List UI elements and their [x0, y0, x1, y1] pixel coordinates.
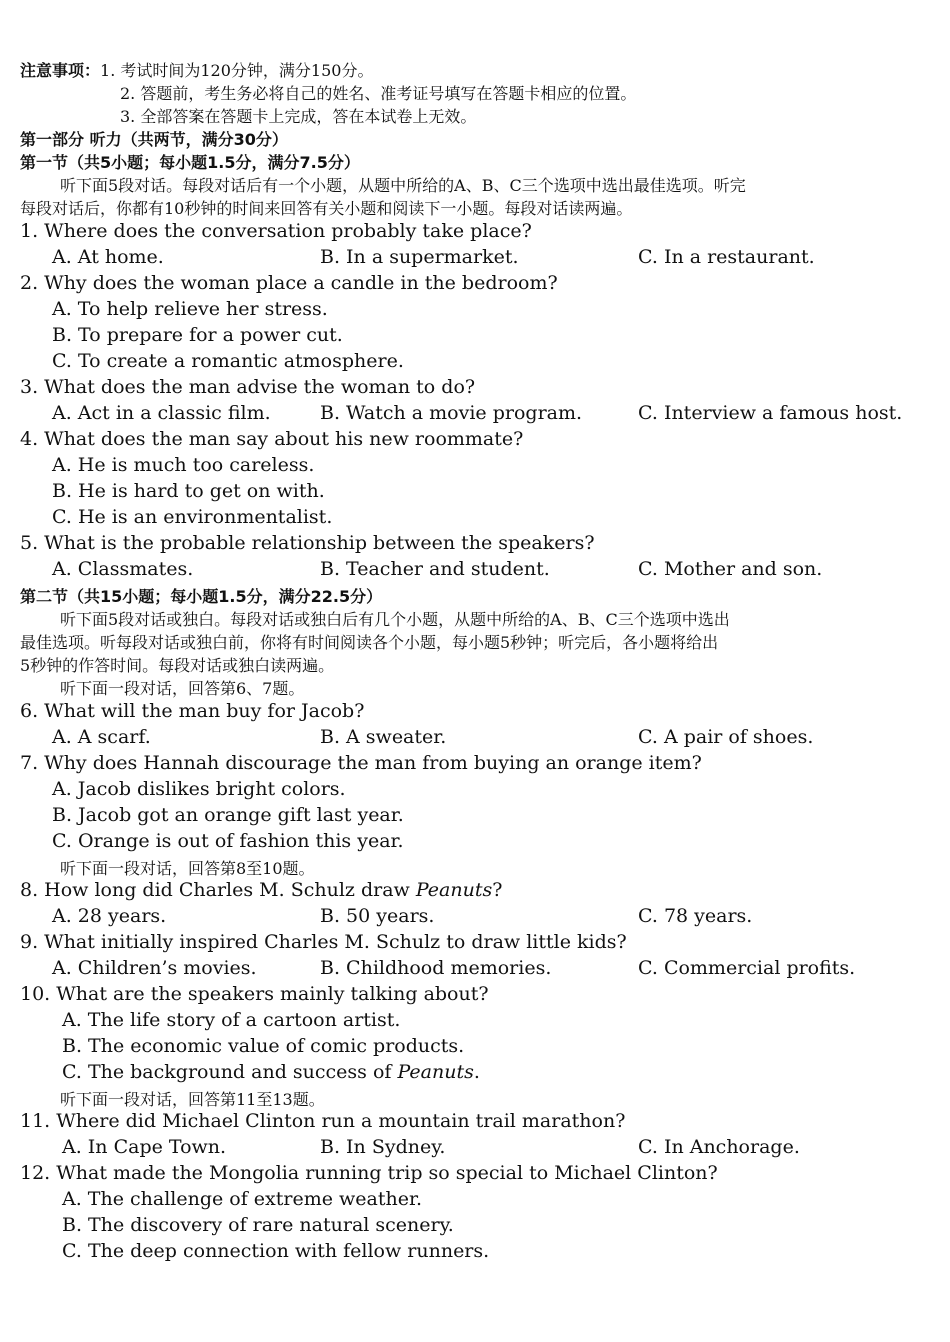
question-7-stem: 7. Why does Hannah discourage the man from buying an orange item?	[20, 752, 702, 774]
notice-item-1: 1. 考试时间为120分钟，满分150分。	[100, 61, 374, 80]
section2-title: 第二节（共15小题；每小题1.5分，满分22.5分）	[20, 587, 383, 606]
question-4-stem: 4. What does the man say about his new roommate?	[20, 428, 524, 450]
peanuts-title: Peanuts	[415, 879, 493, 901]
question-3-option-b: B. Watch a movie program.	[320, 402, 583, 424]
dialogue-intro-11-13: 听下面一段对话，回答第11至13题。	[60, 1090, 325, 1109]
question-4-option-b: B. He is hard to get on with.	[52, 480, 325, 502]
question-4-option-c: C. He is an environmentalist.	[52, 506, 333, 528]
question-1-option-b: B. In a supermarket.	[320, 246, 519, 268]
question-10-option-a: A. The life story of a cartoon artist.	[62, 1009, 401, 1031]
peanuts-title: Peanuts	[397, 1061, 474, 1083]
question-12-option-c: C. The deep connection with fellow runners.	[62, 1240, 490, 1262]
section1-instruction-1: 听下面5段对话。每段对话后有一个小题，从题中所给的A、B、C三个选项中选出最佳选项。听完	[60, 176, 746, 195]
question-12-option-b: B. The discovery of rare natural scenery.	[62, 1214, 454, 1236]
question-1-stem: 1. Where does the conversation probably take place?	[20, 220, 532, 242]
question-9-stem: 9. What initially inspired Charles M. Schulz to draw little kids?	[20, 931, 627, 953]
question-6-stem: 6. What will the man buy for Jacob?	[20, 700, 365, 722]
question-8-option-a: A. 28 years.	[52, 905, 167, 927]
notice-item-3: 3. 全部答案在答题卡上完成，答在本试卷上无效。	[120, 107, 477, 126]
section2-instruction-3: 5秒钟的作答时间。每段对话或独白读两遍。	[20, 656, 335, 675]
question-8-stem: 8. How long did Charles M. Schulz draw Peanuts?	[20, 879, 503, 901]
notice-line-1	[20, 58, 373, 81]
part1-title: 第一部分 听力（共两节，满分30分）	[20, 130, 288, 149]
question-2-stem: 2. Why does the woman place a candle in the bedroom?	[20, 272, 558, 294]
question-9-option-c: C. Commercial profits.	[638, 957, 856, 979]
question-10-option-c: C. The background and success of Peanuts.	[62, 1061, 480, 1083]
question-4-option-a: A. He is much too careless.	[52, 454, 315, 476]
question-6-option-c: C. A pair of shoes.	[638, 726, 814, 748]
question-10-option-b: B. The economic value of comic products.	[62, 1035, 465, 1057]
question-11-option-c: C. In Anchorage.	[638, 1136, 800, 1158]
section2-instruction-1: 听下面5段对话或独白。每段对话或独白后有几个小题，从题中所给的A、B、C三个选项中选出	[60, 610, 730, 629]
question-2-option-b: B. To prepare for a power cut.	[52, 324, 343, 346]
question-9-option-b: B. Childhood memories.	[320, 957, 552, 979]
dialogue-intro-8-10: 听下面一段对话，回答第8至10题。	[60, 859, 315, 878]
notice-item-2: 2. 答题前，考生务必将自己的姓名、准考证号填写在答题卡相应的位置。	[120, 84, 637, 103]
question-8-option-b: B. 50 years.	[320, 905, 435, 927]
question-11-option-a: A. In Cape Town.	[62, 1136, 227, 1158]
question-11-stem: 11. Where did Michael Clinton run a mountain trail marathon?	[20, 1110, 626, 1132]
section2-instruction-2: 最佳选项。听每段对话或独白前，你将有时间阅读各个小题，每小题5秒钟；听完后，各小题将给出	[20, 633, 719, 652]
question-1-option-c: C. In a restaurant.	[638, 246, 815, 268]
question-9-option-a: A. Children’s movies.	[52, 957, 257, 979]
question-2-option-c: C. To create a romantic atmosphere.	[52, 350, 404, 372]
section1-instruction-2: 每段对话后，你都有10秒钟的时间来回答有关小题和阅读下一小题。每段对话读两遍。	[20, 199, 633, 218]
question-12-stem: 12. What made the Mongolia running trip so special to Michael Clinton?	[20, 1162, 718, 1184]
question-10-stem: 10. What are the speakers mainly talking about?	[20, 983, 489, 1005]
question-6-option-a: A. A scarf.	[52, 726, 151, 748]
question-5-option-c: C. Mother and son.	[638, 558, 823, 580]
question-3-stem: 3. What does the man advise the woman to do?	[20, 376, 476, 398]
question-3-option-a: A. Act in a classic film.	[52, 402, 271, 424]
question-8-option-c: C. 78 years.	[638, 905, 753, 927]
question-5-stem: 5. What is the probable relationship between the speakers?	[20, 532, 595, 554]
question-6-option-b: B. A sweater.	[320, 726, 447, 748]
question-11-option-b: B. In Sydney.	[320, 1136, 446, 1158]
question-1-option-a: A. At home.	[52, 246, 164, 268]
dialogue-intro-6-7: 听下面一段对话，回答第6、7题。	[60, 679, 305, 698]
question-5-option-b: B. Teacher and student.	[320, 558, 550, 580]
question-7-option-a: A. Jacob dislikes bright colors.	[52, 778, 346, 800]
question-7-option-b: B. Jacob got an orange gift last year.	[52, 804, 404, 826]
question-5-option-a: A. Classmates.	[52, 558, 194, 580]
question-2-option-a: A. To help relieve her stress.	[52, 298, 328, 320]
question-12-option-a: A. The challenge of extreme weather.	[62, 1188, 422, 1210]
question-7-option-c: C. Orange is out of fashion this year.	[52, 830, 404, 852]
section1-title: 第一节（共5小题；每小题1.5分，满分7.5分）	[20, 153, 360, 172]
notice-label: 注意事项：	[20, 61, 101, 80]
question-3-option-c: C. Interview a famous host.	[638, 402, 903, 424]
